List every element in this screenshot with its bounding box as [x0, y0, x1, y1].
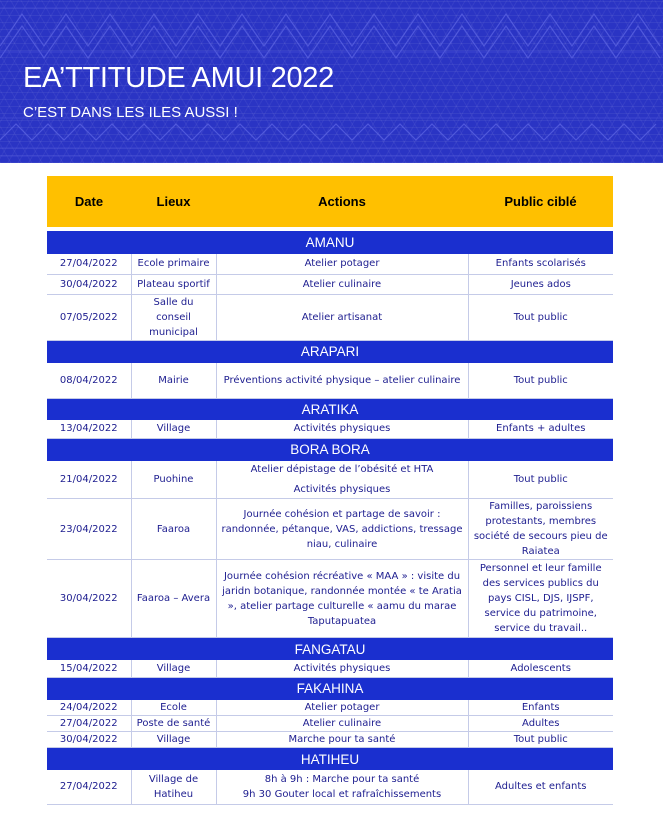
section-title: HATIHEU — [47, 748, 613, 771]
date-cell: 30/04/2022 — [47, 732, 131, 748]
lieu-cell: Village — [131, 732, 216, 748]
lieu-cell: Plateau sportif — [131, 274, 216, 294]
lieu-cell: Mairie — [131, 363, 216, 399]
public-cell: Enfants scolarisés — [468, 254, 613, 274]
date-cell: 13/04/2022 — [47, 420, 131, 438]
action-cell: Journée cohésion récréative « MAA » : visite du jaridn botanique, randonnée montée « te Aratia », atelier partage culturelle « aamu du marae Taputapuatea — [216, 560, 468, 638]
section-row-arapari — [47, 340, 613, 363]
date-cell: 07/05/2022 — [47, 294, 131, 340]
action-cell: Journée cohésion et partage de savoir : randonnée, pétanque, VAS, addictions, tressage niau, culinaire — [216, 499, 468, 560]
section-row-amanu — [47, 231, 613, 254]
public-cell: Tout public — [468, 461, 613, 499]
action-cell: Atelier culinaire — [216, 716, 468, 732]
table-row — [47, 363, 613, 399]
lieu-cell: Faaroa – Avera — [131, 560, 216, 638]
table-row — [47, 461, 613, 499]
section-row-hatiheu — [47, 748, 613, 771]
lieu-cell: Ecole primaire — [131, 254, 216, 274]
public-cell: Tout public — [468, 363, 613, 399]
action-cell: Marche pour ta santé — [216, 732, 468, 748]
lieu-cell: Puohine — [131, 461, 216, 499]
date-cell: 23/04/2022 — [47, 499, 131, 560]
table-row — [47, 254, 613, 274]
page-subtitle: C’EST DANS LES ILES AUSSI ! — [23, 104, 238, 121]
action-cell: Atelier potager — [216, 254, 468, 274]
public-cell: Adultes — [468, 716, 613, 732]
action-cell: Préventions activité physique – atelier culinaire — [216, 363, 468, 399]
date-cell: 24/04/2022 — [47, 700, 131, 716]
action-cell — [216, 461, 468, 499]
lieu-cell: Village — [131, 420, 216, 438]
date-cell: 27/04/2022 — [47, 770, 131, 804]
lieu-cell: Salle du conseil municipal — [131, 294, 216, 340]
public-cell: Jeunes ados — [468, 274, 613, 294]
lieu-cell: Village de Hatiheu — [131, 770, 216, 804]
action-cell — [216, 770, 468, 804]
section-title: ARAPARI — [47, 340, 613, 363]
section-title: FANGATAU — [47, 638, 613, 661]
column-header-lieux: Lieux — [131, 176, 216, 227]
action-line: Atelier dépistage de l’obésité et HTA — [250, 463, 434, 475]
schedule-table-container — [47, 176, 613, 805]
lieu-cell: Village — [131, 660, 216, 677]
column-header-date: Date — [47, 176, 131, 227]
section-title: ARATIKA — [47, 399, 613, 421]
lieu-cell: Poste de santé — [131, 716, 216, 732]
action-line: 8h à 9h : Marche pour ta santé — [264, 773, 420, 785]
public-cell: Familles, paroissiens protestants, membres société de secours pieu de Raiatea — [468, 499, 613, 560]
date-cell: 30/04/2022 — [47, 560, 131, 638]
date-cell: 15/04/2022 — [47, 660, 131, 677]
public-cell: Personnel et leur famille des services publics du pays CISL, DJS, IJSPF, service du patrimoine, service du travail.. — [468, 560, 613, 638]
section-row-fangatau — [47, 638, 613, 661]
date-cell: 21/04/2022 — [47, 461, 131, 499]
action-line: Activités physiques — [293, 483, 391, 495]
lieu-cell: Ecole — [131, 700, 216, 716]
action-cell: Activités physiques — [216, 660, 468, 677]
public-cell: Tout public — [468, 294, 613, 340]
action-cell: Activités physiques — [216, 420, 468, 438]
public-cell: Enfants — [468, 700, 613, 716]
public-cell: Tout public — [468, 732, 613, 748]
action-cell: Atelier culinaire — [216, 274, 468, 294]
section-title: BORA BORA — [47, 438, 613, 461]
table-row — [47, 700, 613, 716]
table-row — [47, 274, 613, 294]
lieu-cell: Faaroa — [131, 499, 216, 560]
section-title: AMANU — [47, 231, 613, 254]
date-cell: 08/04/2022 — [47, 363, 131, 399]
action-cell: Atelier artisanat — [216, 294, 468, 340]
table-row — [47, 770, 613, 804]
table-row — [47, 560, 613, 638]
date-cell: 27/04/2022 — [47, 716, 131, 732]
column-header-public: Public ciblé — [468, 176, 613, 227]
table-row — [47, 660, 613, 677]
table-header-row — [47, 176, 613, 227]
table-row — [47, 732, 613, 748]
section-row-aratika — [47, 399, 613, 421]
header-banner — [0, 0, 663, 163]
table-row — [47, 716, 613, 732]
table-row — [47, 499, 613, 560]
action-cell: Atelier potager — [216, 700, 468, 716]
section-row-bora-bora — [47, 438, 613, 461]
public-cell: Enfants + adultes — [468, 420, 613, 438]
date-cell: 30/04/2022 — [47, 274, 131, 294]
table-row — [47, 294, 613, 340]
table-row — [47, 420, 613, 438]
public-cell: Adultes et enfants — [468, 770, 613, 804]
schedule-table — [47, 176, 613, 805]
section-title: FAKAHINA — [47, 677, 613, 700]
date-cell: 27/04/2022 — [47, 254, 131, 274]
action-line: 9h 30 Gouter local et rafraîchissements — [242, 788, 442, 800]
page-title: EA’TTITUDE AMUI 2022 — [23, 62, 334, 94]
section-row-fakahina — [47, 677, 613, 700]
column-header-actions: Actions — [216, 176, 468, 227]
public-cell: Adolescents — [468, 660, 613, 677]
